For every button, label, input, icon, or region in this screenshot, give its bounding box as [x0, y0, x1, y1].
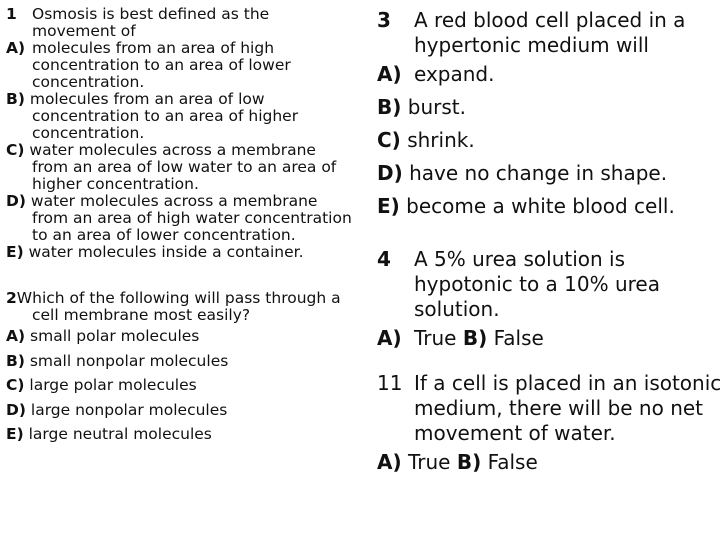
- option-b-label: B): [456, 450, 482, 474]
- option-label: E): [377, 194, 400, 218]
- option-text: have no change in shape.: [409, 161, 668, 185]
- question-4-options: [377, 322, 727, 355]
- question-3-option-a[interactable]: [377, 58, 727, 91]
- question-1: [6, 6, 356, 261]
- option-label: A): [377, 62, 402, 86]
- option-text: large nonpolar molecules: [30, 400, 228, 419]
- option-text: become a white blood cell.: [406, 194, 675, 218]
- question-2-number: 2: [6, 289, 17, 307]
- option-a-label: A): [377, 326, 402, 350]
- question-4: [377, 247, 727, 355]
- question-11: [377, 371, 727, 479]
- question-3-option-c[interactable]: [377, 124, 727, 157]
- question-11-number: 11: [377, 371, 403, 395]
- option-text: molecules from an area of high concentration to an area of lower concentration.: [32, 39, 291, 91]
- left-column: [6, 0, 356, 447]
- question-11-stem: [377, 371, 727, 446]
- option-b-false[interactable]: False: [487, 450, 538, 474]
- option-text: water molecules across a membrane from an area of low water to an area of higher concentration.: [29, 141, 337, 193]
- right-column: [377, 0, 727, 479]
- question-2-stem: [6, 290, 356, 324]
- question-1-number: 1: [6, 5, 17, 23]
- option-label: D): [6, 192, 26, 210]
- question-4-stem: [377, 247, 727, 322]
- option-label: E): [6, 243, 24, 261]
- question-1-option-b[interactable]: [6, 91, 356, 142]
- option-label: A): [6, 327, 26, 345]
- question-2-option-b[interactable]: [6, 349, 356, 374]
- question-2: [6, 290, 356, 447]
- option-a-true[interactable]: True: [414, 326, 457, 350]
- option-text: molecules from an area of low concentration to an area of higher concentration.: [29, 90, 299, 142]
- option-text: water molecules across a membrane from an area of high water concentration to an area of lower concentration.: [30, 192, 352, 244]
- option-text: large neutral molecules: [28, 425, 212, 443]
- question-3-option-e[interactable]: [377, 190, 727, 223]
- question-1-text: Osmosis is best defined as the movement of: [32, 5, 270, 40]
- question-2-option-e[interactable]: [6, 422, 356, 447]
- question-1-option-d[interactable]: [6, 193, 356, 244]
- question-2-option-c[interactable]: [6, 373, 356, 398]
- option-text: small nonpolar molecules: [29, 351, 229, 370]
- question-1-stem: [6, 6, 356, 40]
- option-label: C): [377, 128, 401, 152]
- option-label: A): [6, 39, 26, 57]
- option-label: D): [377, 161, 403, 185]
- option-label: C): [6, 141, 25, 159]
- option-text: large polar molecules: [29, 376, 197, 394]
- question-3-text: A red blood cell placed in a hypertonic medium will: [414, 8, 686, 57]
- question-4-number: 4: [377, 247, 391, 271]
- question-4-text: A 5% urea solution is hypotonic to a 10% urea solution.: [414, 247, 660, 321]
- option-label: B): [6, 90, 25, 108]
- question-3-option-b[interactable]: [377, 91, 727, 124]
- option-text: burst.: [407, 95, 466, 119]
- question-2-option-d[interactable]: [6, 398, 356, 423]
- option-a-label: A): [377, 450, 402, 474]
- option-text: small polar molecules: [30, 327, 200, 345]
- option-text: shrink.: [407, 128, 475, 152]
- option-label: C): [6, 376, 25, 394]
- question-11-options: [377, 446, 727, 479]
- question-3: [377, 8, 727, 223]
- option-label: D): [6, 400, 26, 419]
- question-2-text: Which of the following will pass through a cell membrane most easily?: [16, 289, 341, 324]
- question-1-option-c[interactable]: [6, 142, 356, 193]
- question-2-option-a[interactable]: [6, 324, 356, 349]
- question-3-number: 3: [377, 8, 391, 32]
- option-label: B): [6, 351, 25, 370]
- question-3-option-d[interactable]: [377, 157, 727, 190]
- option-b-false[interactable]: False: [493, 326, 544, 350]
- question-11-text: If a cell is placed in an isotonic medium, there will be no net movement of water.: [414, 371, 722, 445]
- question-1-option-a[interactable]: [6, 40, 356, 91]
- option-label: B): [377, 95, 402, 119]
- option-b-label: B): [462, 326, 488, 350]
- option-a-true[interactable]: True: [407, 450, 451, 474]
- question-3-stem: [377, 8, 727, 58]
- question-1-option-e[interactable]: [6, 244, 356, 261]
- option-text: water molecules inside a container.: [28, 243, 304, 261]
- option-text: expand.: [414, 62, 495, 86]
- option-label: E): [6, 425, 24, 443]
